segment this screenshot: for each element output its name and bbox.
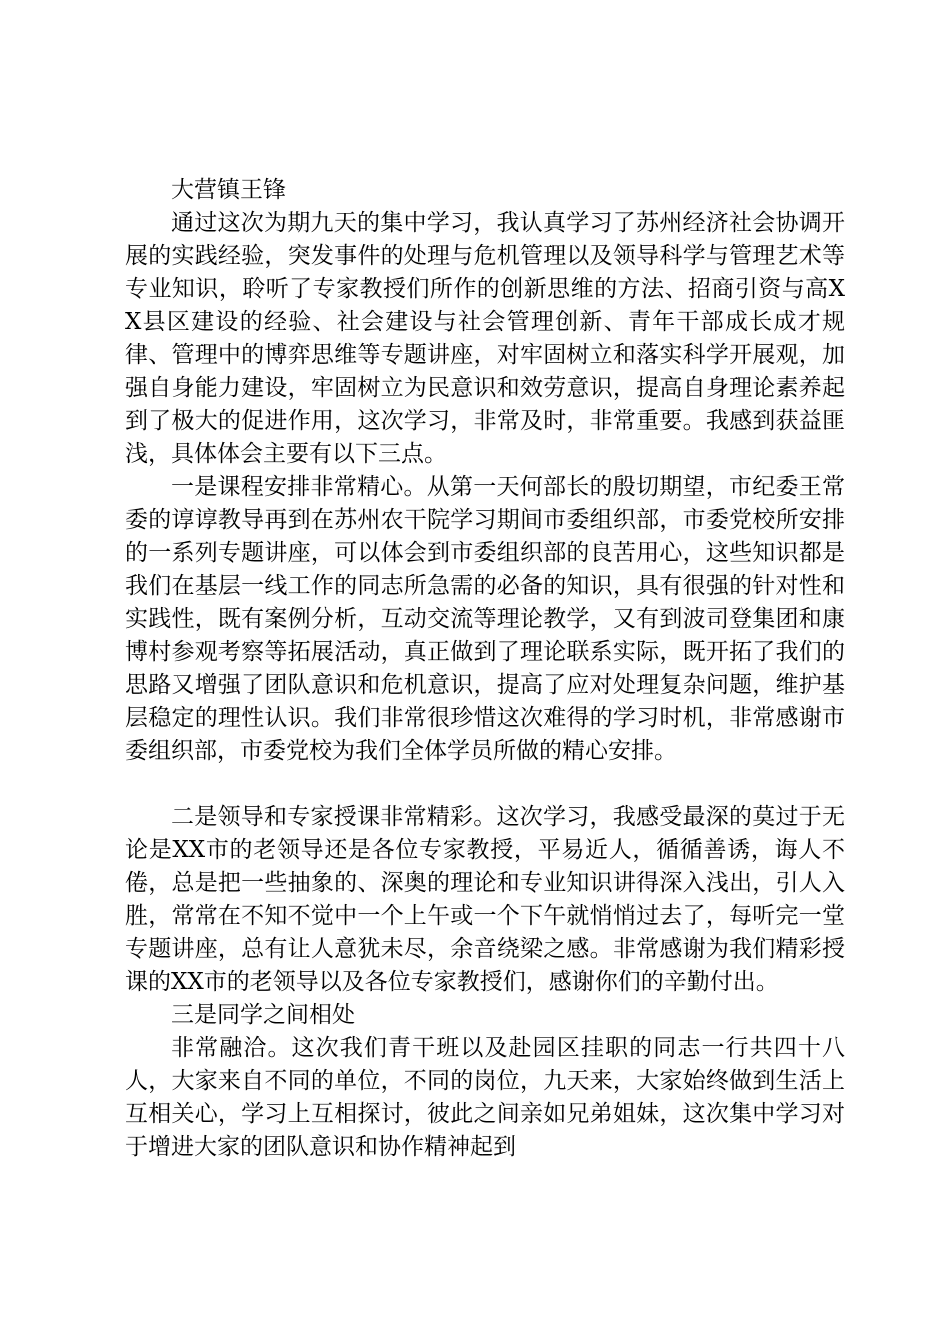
paragraph-intro: 通过这次为期九天的集中学习，我认真学习了苏州经济社会协调开展的实践经验，突发事件的处理与危机管理以及领导科学与管理艺术等专业知识，聆听了专家教授们所作的创新思维的方法、招商引资与高XX县区建设的经验、社会建设与社会管理创新、青年干部成长成才规律、管理中的博弈思维等专题讲座，对牢固树立和落实科学开展观，加强自身能力建设，牢固树立为民意识和效劳意识，提高自身理论素养起到了极大的促进作用，这次学习，非常及时，非常重要。我感到获益匪浅，具体体会主要有以下三点。 — [125, 210, 845, 467]
paragraph-point-one: 一是课程安排非常精心。从第一天何部长的殷切期望，市纪委王常委的谆谆教导再到在苏州农干院学习期间市委组织部，市委党校所安排的一系列专题讲座，可以体会到市委组织部的良苦用心，这些知识都是我们在基层一线工作的同志所急需的必备的知识，具有很强的针对性和实践性，既有案例分析，互动交流等理论教学，又有到波司登集团和康博村参观考察等拓展活动，真正做到了理论联系实际，既开拓了我们的思路又增强了团队意识和危机意识，提高了应对处理复杂问题，维护基层稳定的理性认识。我们非常很珍惜这次难得的学习时机，非常感谢市委组织部，市委党校为我们全体学员所做的精心安排。 — [125, 474, 845, 764]
document-body — [125, 174, 845, 1164]
author-line: 大营镇王锋 — [171, 177, 286, 203]
paragraph-point-two: 二是领导和专家授课非常精彩。这次学习，我感受最深的莫过于无论是XX市的老领导还是各位专家教授，平易近人，循循善诱，诲人不倦，总是把一些抽象的、深奥的理论和专业知识讲得深入浅出，引人入胜，常常在不知不觉中一个上午或一个下午就悄悄过去了，每听完一堂专题讲座，总有让人意犹未尽，余音绕梁之感。非常感谢为我们精彩授课的XX市的老领导以及各位专家教授们，感谢你们的辛勤付出。 — [125, 804, 845, 995]
paragraph-point-three-heading: 三是同学之间相处 — [171, 1002, 355, 1028]
paragraph-point-three: 非常融洽。这次我们青干班以及赴园区挂职的同志一行共四十八人，大家来自不同的单位，不同的岗位，九天来，大家始终做到生活上互相关心，学习上互相探讨，彼此之间亲如兄弟姐妹，这次集中学习对于增进大家的团队意识和协作精神起到 — [125, 1035, 845, 1160]
paragraph-spacer — [125, 768, 845, 801]
